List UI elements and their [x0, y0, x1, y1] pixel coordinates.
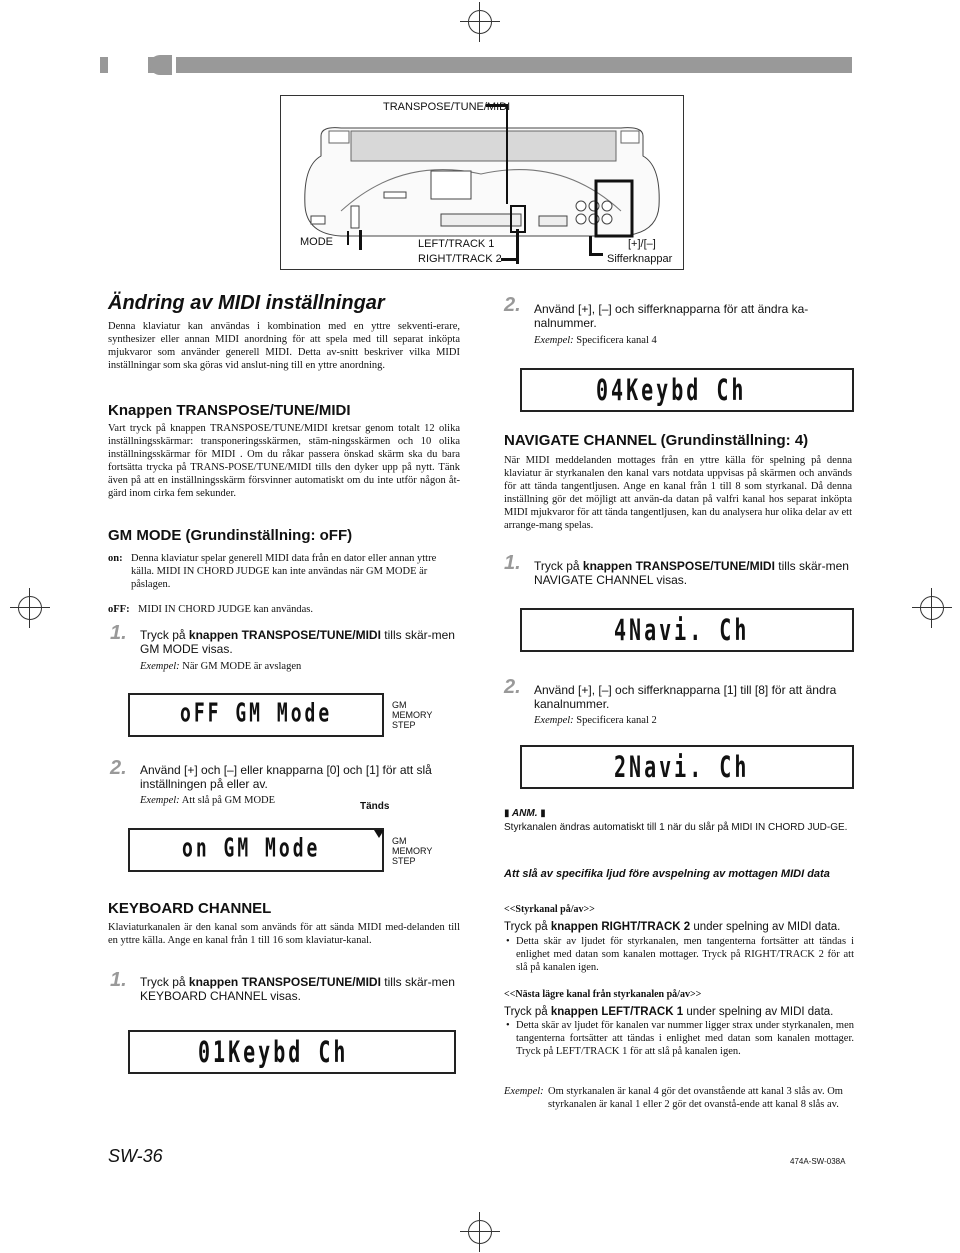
gm-label: GM	[392, 700, 407, 710]
section-keyboard-channel-title: KEYBOARD CHANNEL	[108, 900, 272, 917]
step-2-text: Använd [+] och [–] eller knapparna [0] och [1] för att slå inställningen på eller av.	[140, 763, 432, 791]
right-step-3-number: 2.	[504, 676, 521, 698]
final-example	[504, 1085, 854, 1111]
bullet-left-track: • Detta skär av ljudet för kanalen var nummer ligger strax under styrkanalen, men tangenterna fortsätter att tändas i enlighet med datan som kanalen mottager. Tryck på LEFT/TRACK 1 för att slå på kanalen igen.	[506, 1020, 854, 1057]
lcd-gm-mode-on	[128, 828, 384, 872]
heading-guide-channel: <<Styrkanal på/av>>	[504, 904, 595, 915]
lcd-keyboard-channel-01	[128, 1030, 456, 1074]
off-label: oFF:	[108, 604, 130, 615]
lcd-text: 04Keybd Ch	[596, 372, 747, 408]
example-label: Exempel:	[534, 335, 574, 346]
step-3-pre: Tryck på	[140, 975, 189, 989]
example-label: Exempel:	[140, 661, 180, 672]
subsection-title: Att slå av specifika ljud före avspelning av mottagen MIDI data	[504, 868, 830, 880]
page-number: SW-36	[108, 1146, 163, 1166]
step-1-pre: Tryck på	[140, 628, 189, 642]
page-title: Ändring av MIDI inställningar	[108, 292, 385, 314]
intro-paragraph: Denna klaviatur kan användas i kombination med en yttre sekventi-erare, synthesizer eller annan MIDI anordning för att spela med till separat inköpta mjukvaror som använder generell MIDI. Detta av-snitt beskriver vilka MIDI inställningar som ska göras vid anslut-ning till en yttre anordning.	[108, 321, 460, 371]
off-description: MIDI IN CHORD JUDGE kan användas.	[138, 604, 313, 615]
step-label: STEP	[392, 720, 416, 730]
right-step-2-number: 2.	[504, 294, 521, 316]
right-step-2-text: Använd [+], [–] och sifferknapparna för att ändra ka-nalnummer.	[534, 302, 809, 330]
instruction-button: knappen RIGHT/TRACK 2	[550, 921, 691, 933]
header-tab-mark	[150, 55, 176, 75]
on-description: Denna klaviatur spelar generell MIDI data från en dator eller annan yttre källa. MIDI IN CHORD JUDGE kan inte användas när GM MODE är påslagen.	[131, 553, 437, 590]
right-step-3-example	[534, 714, 657, 727]
lcd-navigate-channel-2	[520, 745, 854, 789]
right-step-1-pre: Tryck på	[534, 559, 583, 573]
step-3-text	[140, 975, 460, 1003]
step-3-post: tills skär-men KEYBOARD CHANNEL visas.	[140, 975, 455, 1003]
example-text: Specificera kanal 4	[576, 335, 657, 346]
memory-label: MEMORY	[392, 710, 433, 720]
registration-mark-left	[10, 588, 50, 628]
step-2-example	[140, 794, 275, 807]
diagram-mode-label: MODE	[300, 236, 333, 248]
lcd-text: oFF GM Mode	[180, 698, 333, 729]
lcd-text: 01Keybd Ch	[198, 1034, 349, 1070]
lcd-text: on GM Mode	[182, 833, 321, 864]
right-step-2-example	[534, 334, 657, 347]
instruction-button: knappen LEFT/TRACK 1	[550, 1006, 684, 1018]
memory-label: MEMORY	[392, 846, 433, 856]
section-gm-mode-title: GM MODE (Grundinställning: oFF)	[108, 527, 353, 544]
registration-mark-right	[912, 588, 952, 628]
diagram-left-track-label: LEFT/TRACK 1	[418, 238, 495, 250]
header-tab-left	[108, 57, 148, 73]
step-1-button: knappen TRANSPOSE/TUNE/MIDI	[188, 628, 381, 642]
instruction-post: under spelning av MIDI data.	[690, 921, 841, 933]
note-heading: ▮ ANM. ▮	[504, 808, 546, 819]
bullet-text: Detta skär av ljudet för kanalen var nummer ligger strax under styrkanalen, men tangenterna fortsätter att tändas i enlighet med datan som kanalen mottager. Tryck på LEFT/TRACK 1 för att slå på kanalen igen.	[516, 1020, 854, 1057]
section-transpose-text: Vart tryck på knappen TRANSPOSE/TUNE/MIDI kretsar genom totalt 12 olika inställningsskärmar: transponeringsskärmen, stäm-ningsskärmen och 10 olika inställningsskärmar för MIDI . Om du råkar passera önskad skärm ska du bara fortsätta trycka på TRANS-POSE/TUNE/MIDI tills den dyker upp på nytt. Tänk även på att en inställningsskärm försvinner automatiskt om du inte utför någon åt-gärd inom cirka fem sekunder.	[108, 423, 460, 499]
step-1-text	[140, 628, 460, 656]
right-step-1-post: tills skär-men NAVIGATE CHANNEL visas.	[534, 559, 849, 587]
example-text: Om styrkanalen är kanal 4 gör det ovanstående att kanal 3 slås av. Om styrkanalen är kanal 1 eller 2 gör det ovanstå-ende att kanal 8 slås av.	[548, 1086, 843, 1110]
step-1-example	[140, 660, 301, 673]
section-navigate-channel-title: NAVIGATE CHANNEL (Grundinställning: 4)	[504, 432, 809, 449]
gm-indicator-1	[392, 700, 432, 730]
gm-label: GM	[392, 836, 407, 846]
right-step-3-text: Använd [+], [–] och sifferknapparna [1] till [8] för att ändra kanalnummer.	[534, 683, 837, 711]
registration-mark-top	[460, 2, 500, 42]
diagram-number-keys-label: Sifferknappar	[607, 253, 673, 265]
section-navigate-channel-text: När MIDI meddelanden mottages från en yttre källa för spelning på denna klaviatur är styrkanalen den kanal vars notdata uppvisas på skärmen och används för att tända tangentljusen. Ange en kanal från 1 till 8 som styrkanal. Då denna inställning gör det möjligt att använ-da datan på valfri kanal hos separat inköpta MIDI mjukvaror för att tända tangentljusen, kan du analysera hur olika delar av ett arrange-mang spelas.	[504, 455, 852, 531]
right-step-1-button: knappen TRANSPOSE/TUNE/MIDI	[582, 559, 775, 573]
lcd-text: 2Navi. Ch	[614, 749, 750, 785]
instruction-pre: Tryck på	[504, 1006, 551, 1018]
registration-mark-bottom	[460, 1212, 500, 1252]
step-3-number: 1.	[110, 969, 127, 991]
lcd-keyboard-channel-04	[520, 368, 854, 412]
document-code: 474A-SW-038A	[790, 1157, 846, 1166]
example-text: Specificera kanal 2	[576, 715, 657, 726]
bullet-text: Detta skär av ljudet för styrkanalen, men tangenterna fortsätter att tändas i enlighet med datan som kanalen mottager. Tryck på RIGHT/TRACK 2 för att slå på kanalen igen.	[516, 936, 854, 973]
tands-label: Tänds	[360, 801, 390, 812]
note-text: Styrkanalen ändras automatiskt till 1 när du slår på MIDI IN CHORD JUD-GE.	[504, 822, 848, 833]
step-1-number: 1.	[110, 622, 127, 644]
diagram-plus-minus-label: [+]/[–]	[628, 238, 656, 250]
example-label: Exempel:	[504, 1086, 544, 1097]
lcd-text: 4Navi. Ch	[614, 612, 750, 648]
gm-indicator-2	[392, 836, 432, 866]
step-1-post: tills skär-men GM MODE visas.	[140, 628, 455, 656]
example-label: Exempel:	[140, 795, 180, 806]
example-text: Att slå på GM MODE	[181, 795, 276, 806]
lcd-navigate-channel-4	[520, 608, 854, 652]
instruction-pre: Tryck på	[504, 921, 551, 933]
section-keyboard-channel-text: Klaviaturkanalen är den kanal som används för att sända MIDI med-delanden till en yttre källa. Ange en kanal från 1 till 16 som klaviatur-kanal.	[108, 922, 460, 946]
right-step-1-number: 1.	[504, 552, 521, 574]
lcd-gm-mode-off	[128, 693, 384, 737]
right-step-1-text	[534, 559, 852, 587]
heading-lower-channel: <<Nästa lägre kanal från styrkanalen på/av>>	[504, 989, 702, 1000]
step-3-button: knappen TRANSPOSE/TUNE/MIDI	[188, 975, 381, 989]
example-text: När GM MODE är avslagen	[182, 661, 302, 672]
bullet-right-track: • Detta skär av ljudet för styrkanalen, men tangenterna fortsätter att tändas i enlighet med datan som kanalen mottager. Tryck på RIGHT/TRACK 2 för att slå på kanalen igen.	[506, 936, 854, 973]
section-transpose-title: Knappen TRANSPOSE/TUNE/MIDI	[108, 402, 351, 419]
header-bar	[100, 57, 852, 73]
example-label: Exempel:	[534, 715, 574, 726]
note-label: ANM.	[511, 808, 538, 819]
step-2-number: 2.	[110, 757, 127, 779]
instruction-left-track	[504, 1005, 854, 1019]
diagram-top-label: TRANSPOSE/TUNE/MIDI	[383, 101, 511, 113]
diagram-right-track-label: RIGHT/TRACK 2	[418, 253, 502, 265]
step-label: STEP	[392, 856, 416, 866]
instruction-right-track	[504, 920, 854, 934]
on-label: on:	[108, 553, 123, 564]
indicator-arrow	[374, 830, 384, 838]
instruction-post: under spelning av MIDI data.	[683, 1006, 834, 1018]
